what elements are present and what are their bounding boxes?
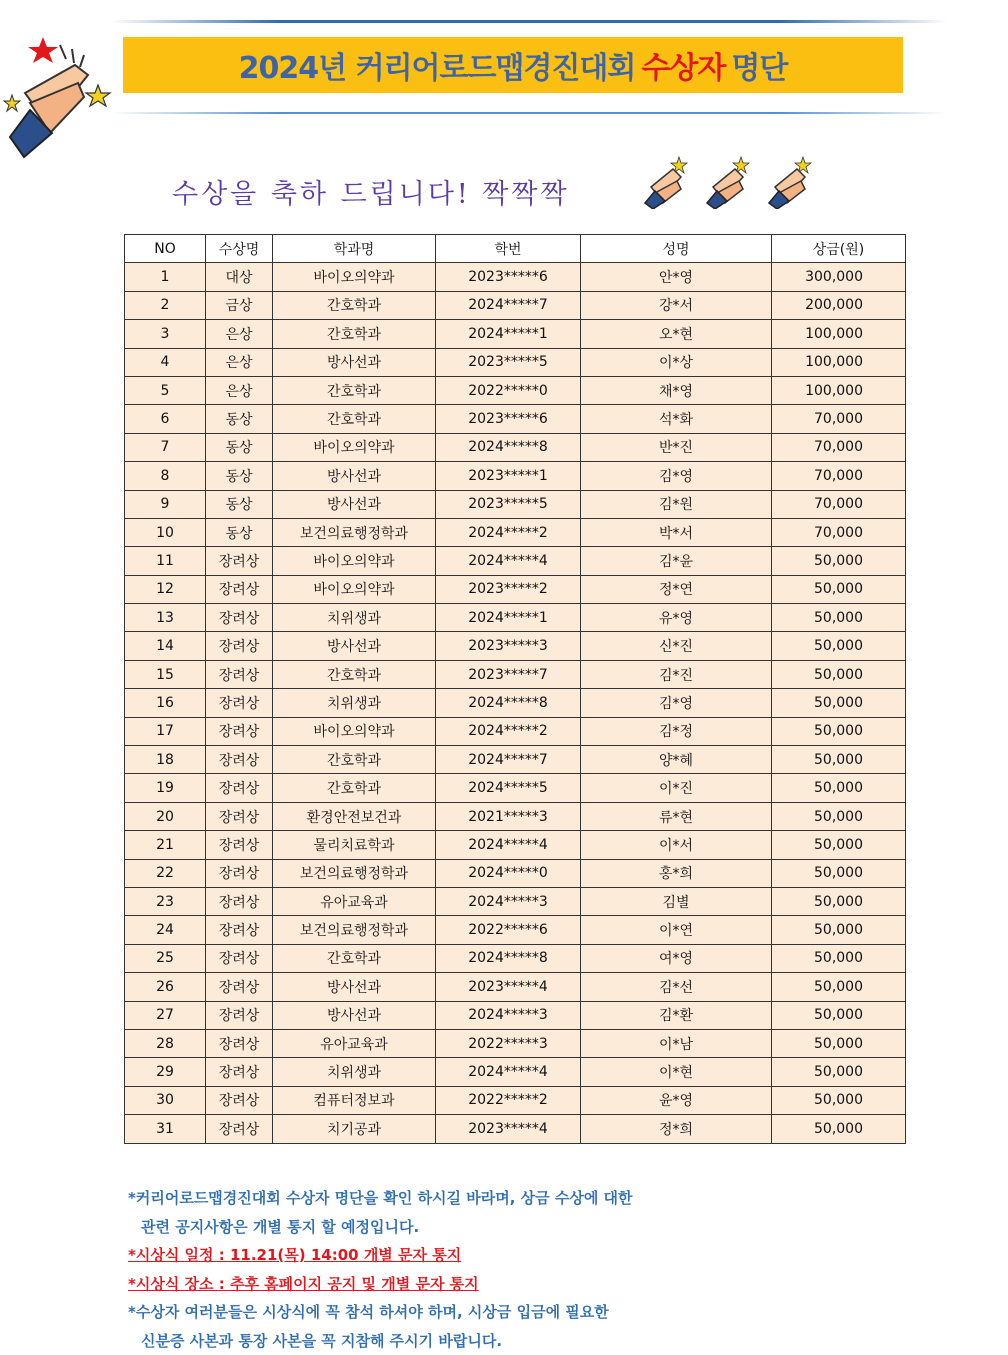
- table-row: [125, 660, 906, 688]
- cell-no: 25: [125, 944, 206, 972]
- cell-prize: 50,000: [772, 746, 906, 774]
- cell-name: 정*희: [581, 1115, 772, 1143]
- cell-no: 1: [125, 263, 206, 291]
- table-row: [125, 1029, 906, 1057]
- place-label: *시상식 장소 :: [128, 1275, 230, 1293]
- cell-no: 21: [125, 831, 206, 859]
- cell-department: 간호학과: [273, 660, 436, 688]
- table-row: [125, 490, 906, 518]
- table-row: [125, 575, 906, 603]
- cell-department: 간호학과: [273, 944, 436, 972]
- cell-department: 방사선과: [273, 1001, 436, 1029]
- cell-prize: 50,000: [772, 660, 906, 688]
- cell-award: 장려상: [206, 774, 273, 802]
- cell-department: 간호학과: [273, 405, 436, 433]
- schedule-rest: 개별 문자 통지: [359, 1246, 462, 1264]
- cell-department: 치기공과: [273, 1115, 436, 1143]
- cell-student-id: 2024*****7: [436, 291, 581, 319]
- cell-award: 장려상: [206, 1086, 273, 1114]
- cell-prize: 100,000: [772, 376, 906, 404]
- cell-department: 간호학과: [273, 774, 436, 802]
- cell-student-id: 2023*****3: [436, 632, 581, 660]
- cell-prize: 50,000: [772, 1029, 906, 1057]
- table-row: [125, 405, 906, 433]
- cell-department: 간호학과: [273, 746, 436, 774]
- cell-no: 4: [125, 348, 206, 376]
- clapping-hands-icon: [705, 155, 753, 209]
- cell-department: 유아교육과: [273, 887, 436, 915]
- title-highlight: 수상자: [641, 43, 725, 87]
- cell-prize: 50,000: [772, 689, 906, 717]
- cell-award: 동상: [206, 490, 273, 518]
- winners-table: [124, 234, 906, 1144]
- table-row: [125, 1086, 906, 1114]
- cell-department: 보건의료행정학과: [273, 859, 436, 887]
- cell-prize: 50,000: [772, 973, 906, 1001]
- cell-name: 양*혜: [581, 746, 772, 774]
- cell-name: 이*서: [581, 831, 772, 859]
- cell-name: 여*영: [581, 944, 772, 972]
- table-row: [125, 632, 906, 660]
- cell-name: 강*서: [581, 291, 772, 319]
- cell-no: 13: [125, 604, 206, 632]
- cell-prize: 70,000: [772, 405, 906, 433]
- cell-name: 박*서: [581, 518, 772, 546]
- cell-prize: 50,000: [772, 575, 906, 603]
- cell-no: 7: [125, 433, 206, 461]
- table-body: [125, 263, 906, 1143]
- cell-name: 안*영: [581, 263, 772, 291]
- cell-award: 장려상: [206, 944, 273, 972]
- cell-award: 은상: [206, 348, 273, 376]
- cell-no: 5: [125, 376, 206, 404]
- cell-prize: 70,000: [772, 490, 906, 518]
- ceremony-place: [128, 1270, 633, 1299]
- column-header-student-id: 학번: [436, 235, 581, 263]
- cell-name: 오*현: [581, 320, 772, 348]
- cell-prize: 50,000: [772, 1001, 906, 1029]
- cell-student-id: 2024*****4: [436, 547, 581, 575]
- cell-department: 치위생과: [273, 689, 436, 717]
- cell-name: 채*영: [581, 376, 772, 404]
- cell-department: 치위생과: [273, 604, 436, 632]
- cell-no: 24: [125, 916, 206, 944]
- cell-no: 23: [125, 887, 206, 915]
- notice-line: 관련 공지사항은 개별 통지 할 예정입니다.: [128, 1213, 633, 1242]
- cell-department: 방사선과: [273, 462, 436, 490]
- cell-student-id: 2023*****6: [436, 263, 581, 291]
- cell-department: 방사선과: [273, 973, 436, 1001]
- cell-department: 보건의료행정학과: [273, 518, 436, 546]
- cell-no: 31: [125, 1115, 206, 1143]
- table-row: [125, 291, 906, 319]
- cell-student-id: 2023*****5: [436, 348, 581, 376]
- cell-prize: 70,000: [772, 518, 906, 546]
- cell-student-id: 2023*****7: [436, 660, 581, 688]
- cell-department: 바이오의약과: [273, 263, 436, 291]
- cell-name: 김*영: [581, 462, 772, 490]
- cell-name: 김*환: [581, 1001, 772, 1029]
- header-bottom-rule: [110, 112, 948, 114]
- cell-prize: 200,000: [772, 291, 906, 319]
- column-header-no: NO: [125, 235, 206, 263]
- cell-award: 동상: [206, 518, 273, 546]
- cell-name: 석*화: [581, 405, 772, 433]
- schedule-label: *시상식 일정 :: [128, 1246, 230, 1264]
- cell-award: 장려상: [206, 831, 273, 859]
- title-suffix: 명단: [731, 43, 787, 87]
- cell-student-id: 2023*****6: [436, 405, 581, 433]
- cell-name: 반*진: [581, 433, 772, 461]
- table-row: [125, 746, 906, 774]
- column-header-department: 학과명: [273, 235, 436, 263]
- cell-award: 장려상: [206, 689, 273, 717]
- table-row: [125, 433, 906, 461]
- table-row: [125, 831, 906, 859]
- ceremony-schedule: [128, 1241, 633, 1270]
- notice-section: [128, 1184, 633, 1355]
- cell-name: 이*연: [581, 916, 772, 944]
- cell-award: 장려상: [206, 1115, 273, 1143]
- cell-student-id: 2024*****8: [436, 433, 581, 461]
- cell-award: 장려상: [206, 604, 273, 632]
- table-row: [125, 859, 906, 887]
- cell-award: 장려상: [206, 887, 273, 915]
- title-prefix: 2024년 커리어로드맵경진대회: [239, 43, 636, 87]
- cell-student-id: 2024*****2: [436, 717, 581, 745]
- table-row: [125, 462, 906, 490]
- cell-prize: 50,000: [772, 604, 906, 632]
- cell-no: 15: [125, 660, 206, 688]
- header-top-rule: [110, 20, 948, 23]
- cell-no: 14: [125, 632, 206, 660]
- cell-prize: 50,000: [772, 859, 906, 887]
- table-row: [125, 802, 906, 830]
- place-value: 추후 홈페이지 공지 및 개별 문자 통지: [230, 1275, 479, 1293]
- cell-award: 은상: [206, 376, 273, 404]
- table-header-row: [125, 235, 906, 263]
- cell-prize: 100,000: [772, 348, 906, 376]
- cell-department: 치위생과: [273, 1058, 436, 1086]
- column-header-prize: 상금(원): [772, 235, 906, 263]
- cell-student-id: 2022*****2: [436, 1086, 581, 1114]
- cell-name: 홍*희: [581, 859, 772, 887]
- cell-prize: 50,000: [772, 1086, 906, 1114]
- cell-prize: 50,000: [772, 887, 906, 915]
- cell-prize: 50,000: [772, 831, 906, 859]
- notice-line: *커리어로드맵경진대회 수상자 명단을 확인 하시길 바라며, 상금 수상에 대한: [128, 1184, 633, 1213]
- schedule-value: 11.21(목) 14:00: [230, 1246, 359, 1264]
- cell-award: 장려상: [206, 973, 273, 1001]
- table-row: [125, 1058, 906, 1086]
- cell-award: 장려상: [206, 859, 273, 887]
- cell-name: 김*원: [581, 490, 772, 518]
- cell-name: 이*상: [581, 348, 772, 376]
- cell-prize: 50,000: [772, 916, 906, 944]
- cell-prize: 300,000: [772, 263, 906, 291]
- cell-award: 장려상: [206, 802, 273, 830]
- cell-student-id: 2024*****8: [436, 944, 581, 972]
- cell-name: 신*진: [581, 632, 772, 660]
- cell-prize: 50,000: [772, 632, 906, 660]
- cell-department: 유아교육과: [273, 1029, 436, 1057]
- table-row: [125, 518, 906, 546]
- cell-prize: 50,000: [772, 802, 906, 830]
- cell-award: 장려상: [206, 575, 273, 603]
- cell-student-id: 2024*****2: [436, 518, 581, 546]
- cell-department: 바이오의약과: [273, 433, 436, 461]
- table-row: [125, 320, 906, 348]
- cell-student-id: 2024*****5: [436, 774, 581, 802]
- cell-award: 장려상: [206, 1029, 273, 1057]
- cell-department: 간호학과: [273, 320, 436, 348]
- cell-award: 동상: [206, 405, 273, 433]
- cell-student-id: 2024*****0: [436, 859, 581, 887]
- cell-award: 장려상: [206, 746, 273, 774]
- cell-student-id: 2023*****2: [436, 575, 581, 603]
- cell-name: 김별: [581, 887, 772, 915]
- table-row: [125, 1001, 906, 1029]
- cell-award: 장려상: [206, 1001, 273, 1029]
- clap-icon-group: [643, 155, 815, 209]
- cell-prize: 70,000: [772, 462, 906, 490]
- cell-no: 18: [125, 746, 206, 774]
- cell-department: 보건의료행정학과: [273, 916, 436, 944]
- cell-student-id: 2024*****4: [436, 831, 581, 859]
- cell-student-id: 2024*****3: [436, 1001, 581, 1029]
- cell-student-id: 2022*****3: [436, 1029, 581, 1057]
- cell-name: 이*남: [581, 1029, 772, 1057]
- cell-student-id: 2024*****3: [436, 887, 581, 915]
- cell-no: 9: [125, 490, 206, 518]
- column-header-name: 성명: [581, 235, 772, 263]
- cell-award: 장려상: [206, 547, 273, 575]
- cell-department: 방사선과: [273, 348, 436, 376]
- table-row: [125, 689, 906, 717]
- cell-prize: 50,000: [772, 1058, 906, 1086]
- cell-no: 12: [125, 575, 206, 603]
- cell-no: 22: [125, 859, 206, 887]
- cell-award: 장려상: [206, 632, 273, 660]
- notice-line: 신분증 사본과 통장 사본을 꼭 지참해 주시기 바랍니다.: [128, 1327, 633, 1355]
- table-row: [125, 547, 906, 575]
- cell-award: 장려상: [206, 916, 273, 944]
- clapping-hands-icon: [767, 155, 815, 209]
- cell-prize: 50,000: [772, 774, 906, 802]
- clapping-hands-icon: [643, 155, 691, 209]
- cell-no: 28: [125, 1029, 206, 1057]
- table-row: [125, 887, 906, 915]
- cell-department: 바이오의약과: [273, 717, 436, 745]
- cell-student-id: 2024*****4: [436, 1058, 581, 1086]
- cell-prize: 50,000: [772, 547, 906, 575]
- table-row: [125, 604, 906, 632]
- cell-award: 장려상: [206, 660, 273, 688]
- cell-department: 바이오의약과: [273, 547, 436, 575]
- cell-department: 바이오의약과: [273, 575, 436, 603]
- cell-award: 동상: [206, 462, 273, 490]
- cell-prize: 50,000: [772, 944, 906, 972]
- cell-award: 은상: [206, 320, 273, 348]
- cell-department: 환경안전보건과: [273, 802, 436, 830]
- cell-student-id: 2024*****7: [436, 746, 581, 774]
- cell-award: 장려상: [206, 1058, 273, 1086]
- cell-name: 류*현: [581, 802, 772, 830]
- congratulations-text: 수상을 축하 드립니다! 짝짝짝: [172, 172, 570, 211]
- cell-no: 16: [125, 689, 206, 717]
- cell-student-id: 2022*****0: [436, 376, 581, 404]
- cell-name: 이*현: [581, 1058, 772, 1086]
- cell-award: 대상: [206, 263, 273, 291]
- cell-student-id: 2023*****5: [436, 490, 581, 518]
- cell-award: 동상: [206, 433, 273, 461]
- cell-department: 방사선과: [273, 490, 436, 518]
- cell-prize: 100,000: [772, 320, 906, 348]
- cell-no: 6: [125, 405, 206, 433]
- cell-name: 김*윤: [581, 547, 772, 575]
- notice-line: *수상자 여러분들은 시상식에 꼭 참석 하셔야 하며, 시상금 입금에 필요한: [128, 1298, 633, 1327]
- cell-department: 간호학과: [273, 291, 436, 319]
- table-row: [125, 774, 906, 802]
- cell-prize: 50,000: [772, 717, 906, 745]
- cell-no: 11: [125, 547, 206, 575]
- cell-name: 윤*영: [581, 1086, 772, 1114]
- table-row: [125, 973, 906, 1001]
- cell-student-id: 2024*****1: [436, 604, 581, 632]
- cell-name: 김*영: [581, 689, 772, 717]
- cell-no: 30: [125, 1086, 206, 1114]
- cell-name: 정*연: [581, 575, 772, 603]
- table-row: [125, 717, 906, 745]
- cell-name: 김*정: [581, 717, 772, 745]
- cell-name: 김*진: [581, 660, 772, 688]
- cell-student-id: 2023*****1: [436, 462, 581, 490]
- cell-prize: 70,000: [772, 433, 906, 461]
- cell-no: 20: [125, 802, 206, 830]
- cell-no: 3: [125, 320, 206, 348]
- cell-name: 유*영: [581, 604, 772, 632]
- cell-student-id: 2024*****1: [436, 320, 581, 348]
- cell-no: 8: [125, 462, 206, 490]
- cell-prize: 50,000: [772, 1115, 906, 1143]
- cell-student-id: 2021*****3: [436, 802, 581, 830]
- cell-student-id: 2022*****6: [436, 916, 581, 944]
- cell-student-id: 2023*****4: [436, 973, 581, 1001]
- cell-no: 17: [125, 717, 206, 745]
- table-row: [125, 944, 906, 972]
- page-title: [123, 37, 903, 93]
- cell-department: 컴퓨터정보과: [273, 1086, 436, 1114]
- cell-no: 19: [125, 774, 206, 802]
- column-header-award: 수상명: [206, 235, 273, 263]
- cell-no: 26: [125, 973, 206, 1001]
- cell-award: 금상: [206, 291, 273, 319]
- cell-no: 29: [125, 1058, 206, 1086]
- cell-department: 방사선과: [273, 632, 436, 660]
- cell-student-id: 2023*****4: [436, 1115, 581, 1143]
- cell-award: 장려상: [206, 717, 273, 745]
- cell-no: 2: [125, 291, 206, 319]
- cell-no: 27: [125, 1001, 206, 1029]
- cell-department: 물리치료학과: [273, 831, 436, 859]
- cell-name: 김*선: [581, 973, 772, 1001]
- table-row: [125, 916, 906, 944]
- table-row: [125, 376, 906, 404]
- cell-student-id: 2024*****8: [436, 689, 581, 717]
- table-row: [125, 263, 906, 291]
- cell-no: 10: [125, 518, 206, 546]
- table-row: [125, 1115, 906, 1143]
- clapping-hands-icon: [0, 25, 112, 160]
- cell-name: 이*진: [581, 774, 772, 802]
- table-row: [125, 348, 906, 376]
- cell-department: 간호학과: [273, 376, 436, 404]
